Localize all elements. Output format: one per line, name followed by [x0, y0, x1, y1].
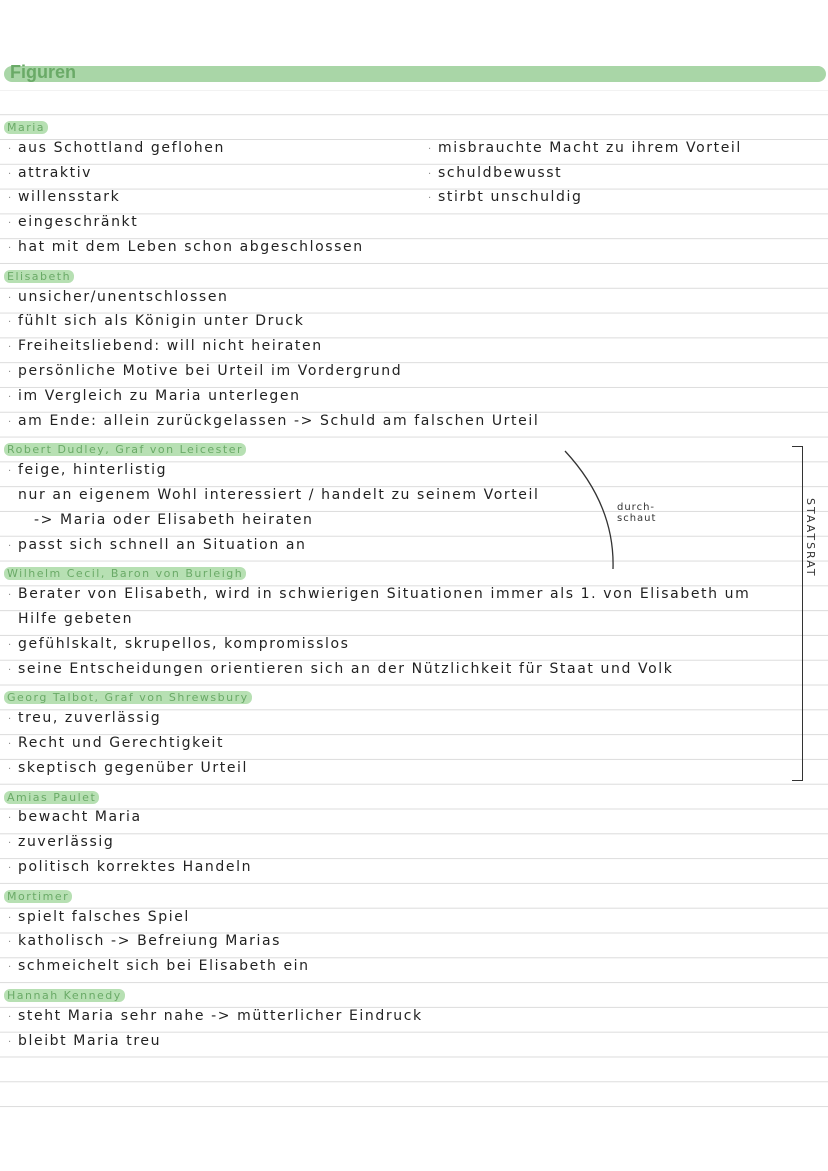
list-item: [8, 388, 301, 413]
list-item: [8, 289, 229, 314]
bullet-icon: ·: [428, 143, 433, 155]
list-item: [8, 636, 350, 661]
item-text: bewacht Maria: [18, 809, 142, 826]
list-item: [428, 189, 583, 214]
list-item: [8, 958, 310, 983]
bullet-icon: ·: [8, 590, 13, 602]
list-item: [8, 933, 281, 958]
list-item: [8, 1008, 423, 1033]
list-item: [24, 512, 314, 537]
list-item: [8, 809, 142, 834]
bullet-icon: ·: [8, 664, 13, 676]
durchschaut-note: [617, 502, 656, 524]
bottom-margin: [0, 1128, 828, 1171]
curved-arrow-icon: [555, 445, 625, 575]
character-name: Robert Dudley, Graf von Leicester: [4, 443, 246, 456]
bullet-icon: ·: [8, 292, 13, 304]
staatsrat-label: STAATSRAT: [804, 498, 817, 578]
item-text: seine Entscheidungen orientieren sich an der Nützlichkeit für Staat und Volk: [18, 660, 674, 677]
list-item: [8, 909, 190, 934]
list-item: [8, 834, 114, 859]
list-item: [8, 338, 323, 363]
bullet-icon: ·: [428, 193, 433, 205]
bullet-icon: ·: [428, 168, 433, 180]
bullet-icon: ·: [8, 937, 13, 949]
character-name: Elisabeth: [4, 270, 74, 283]
bullet-icon: ·: [8, 639, 13, 651]
list-item: [8, 487, 540, 512]
list-item: [428, 165, 562, 190]
list-item: [428, 140, 742, 165]
title-highlight: [4, 66, 826, 82]
list-item: [8, 363, 402, 388]
bullet-icon: ·: [8, 838, 13, 850]
list-item: [8, 313, 305, 338]
list-item: [8, 1033, 161, 1058]
character-name: Maria: [4, 121, 48, 134]
item-text: aus Schottland geflohen: [18, 139, 225, 156]
list-item: [8, 735, 224, 760]
item-text: Hilfe gebeten: [18, 611, 134, 627]
item-text: willensstark: [18, 189, 121, 206]
item-text: stirbt unschuldig: [438, 189, 583, 206]
character-name: Wilhelm Cecil, Baron von Burleigh: [4, 567, 246, 580]
item-text: steht Maria sehr nahe -> mütterlicher Eindruck: [18, 1007, 423, 1024]
bullet-icon: ·: [8, 540, 13, 552]
bullet-icon: ·: [8, 1011, 13, 1023]
item-text: feige, hinterlistig: [18, 462, 168, 479]
item-text: passt sich schnell an Situation an: [18, 536, 307, 553]
character-heading: [4, 561, 246, 586]
item-text: unsicher/unentschlossen: [18, 288, 229, 305]
character-heading: [4, 685, 252, 710]
bullet-icon: ·: [8, 416, 13, 428]
bullet-icon: ·: [8, 962, 13, 974]
character-heading: [4, 884, 72, 909]
bullet-icon: ·: [8, 912, 13, 924]
item-text: zuverlässig: [18, 834, 115, 851]
bullet-icon: ·: [8, 367, 13, 378]
item-text: treu, zuverlässig: [18, 710, 162, 727]
bullet-icon: ·: [8, 168, 13, 180]
item-text: Freiheitsliebend: will nicht heiraten: [18, 338, 323, 355]
character-heading: [4, 264, 74, 289]
item-text: politisch korrektes Handeln: [18, 859, 253, 875]
item-text: schmeichelt sich bei Elisabeth ein: [18, 958, 310, 975]
item-text: Recht und Gerechtigkeit: [18, 735, 225, 751]
bullet-icon: ·: [8, 863, 13, 874]
item-text: persönliche Motive bei Urteil im Vordergrund: [18, 363, 403, 379]
list-item: [8, 239, 364, 264]
staatsrat-bracket: [792, 446, 803, 781]
character-heading: [4, 115, 48, 140]
character-name: Hannah Kennedy: [4, 989, 125, 1002]
list-item: [8, 462, 167, 487]
list-item: [8, 859, 252, 884]
item-text: skeptisch gegenüber Urteil: [18, 759, 249, 776]
character-heading: [4, 983, 125, 1008]
item-text: gefühlskalt, skrupellos, kompromisslos: [18, 635, 350, 652]
bullet-icon: ·: [8, 763, 13, 775]
note-line: durch-: [617, 502, 656, 513]
character-heading: [4, 785, 99, 810]
bullet-icon: ·: [8, 193, 13, 205]
bullet-icon: ·: [8, 1036, 13, 1048]
list-item: [8, 537, 307, 562]
bullet-icon: ·: [8, 739, 13, 750]
item-text: am Ende: allein zurückgelassen -> Schuld am falschen Urteil: [18, 412, 540, 429]
list-item: [8, 586, 750, 611]
item-text: schuldbewusst: [438, 164, 563, 181]
character-name: Amias Paulet: [4, 791, 99, 804]
character-name: Georg Talbot, Graf von Shrewsbury: [4, 691, 252, 704]
character-heading: [4, 437, 246, 462]
item-text: bleibt Maria treu: [18, 1032, 162, 1049]
bullet-icon: ·: [8, 466, 13, 478]
list-item: [8, 165, 92, 190]
list-item: [8, 189, 120, 214]
note-line: schaut: [617, 513, 657, 524]
item-text: attraktiv: [18, 164, 93, 181]
list-item: [8, 214, 138, 239]
page-title: Figuren: [10, 62, 76, 82]
item-text: Berater von Elisabeth, wird in schwierigen Situationen immer als 1. von Elisabeth um: [18, 586, 751, 603]
item-text: misbrauchte Macht zu ihrem Vorteil: [438, 139, 742, 156]
item-text: hat mit dem Leben schon abgeschlossen: [18, 239, 364, 255]
list-item: [8, 611, 133, 636]
character-name: Mortimer: [4, 890, 72, 903]
item-text: im Vergleich zu Maria unterlegen: [18, 387, 301, 404]
item-text: katholisch -> Befreiung Marias: [18, 933, 282, 950]
list-item: [8, 140, 225, 165]
item-text: eingeschränkt: [18, 214, 139, 231]
bullet-icon: ·: [8, 143, 13, 155]
bullet-icon: ·: [8, 813, 13, 825]
item-text: fühlt sich als Königin unter Druck: [18, 313, 305, 330]
bullet-icon: ·: [8, 218, 13, 230]
list-item: [8, 413, 539, 438]
list-item: [8, 661, 673, 686]
item-text: spielt falsches Spiel: [18, 908, 190, 925]
bullet-icon: ·: [8, 714, 13, 726]
item-text: -> Maria oder Elisabeth heiraten: [34, 511, 314, 528]
list-item: [8, 760, 248, 785]
bullet-icon: ·: [8, 317, 13, 329]
bullet-icon: ·: [8, 342, 13, 354]
item-text: nur an eigenem Wohl interessiert / handelt zu seinem Vorteil: [18, 487, 540, 503]
list-item: [8, 710, 161, 735]
bullet-icon: ·: [8, 391, 13, 403]
bullet-icon: ·: [8, 243, 13, 254]
